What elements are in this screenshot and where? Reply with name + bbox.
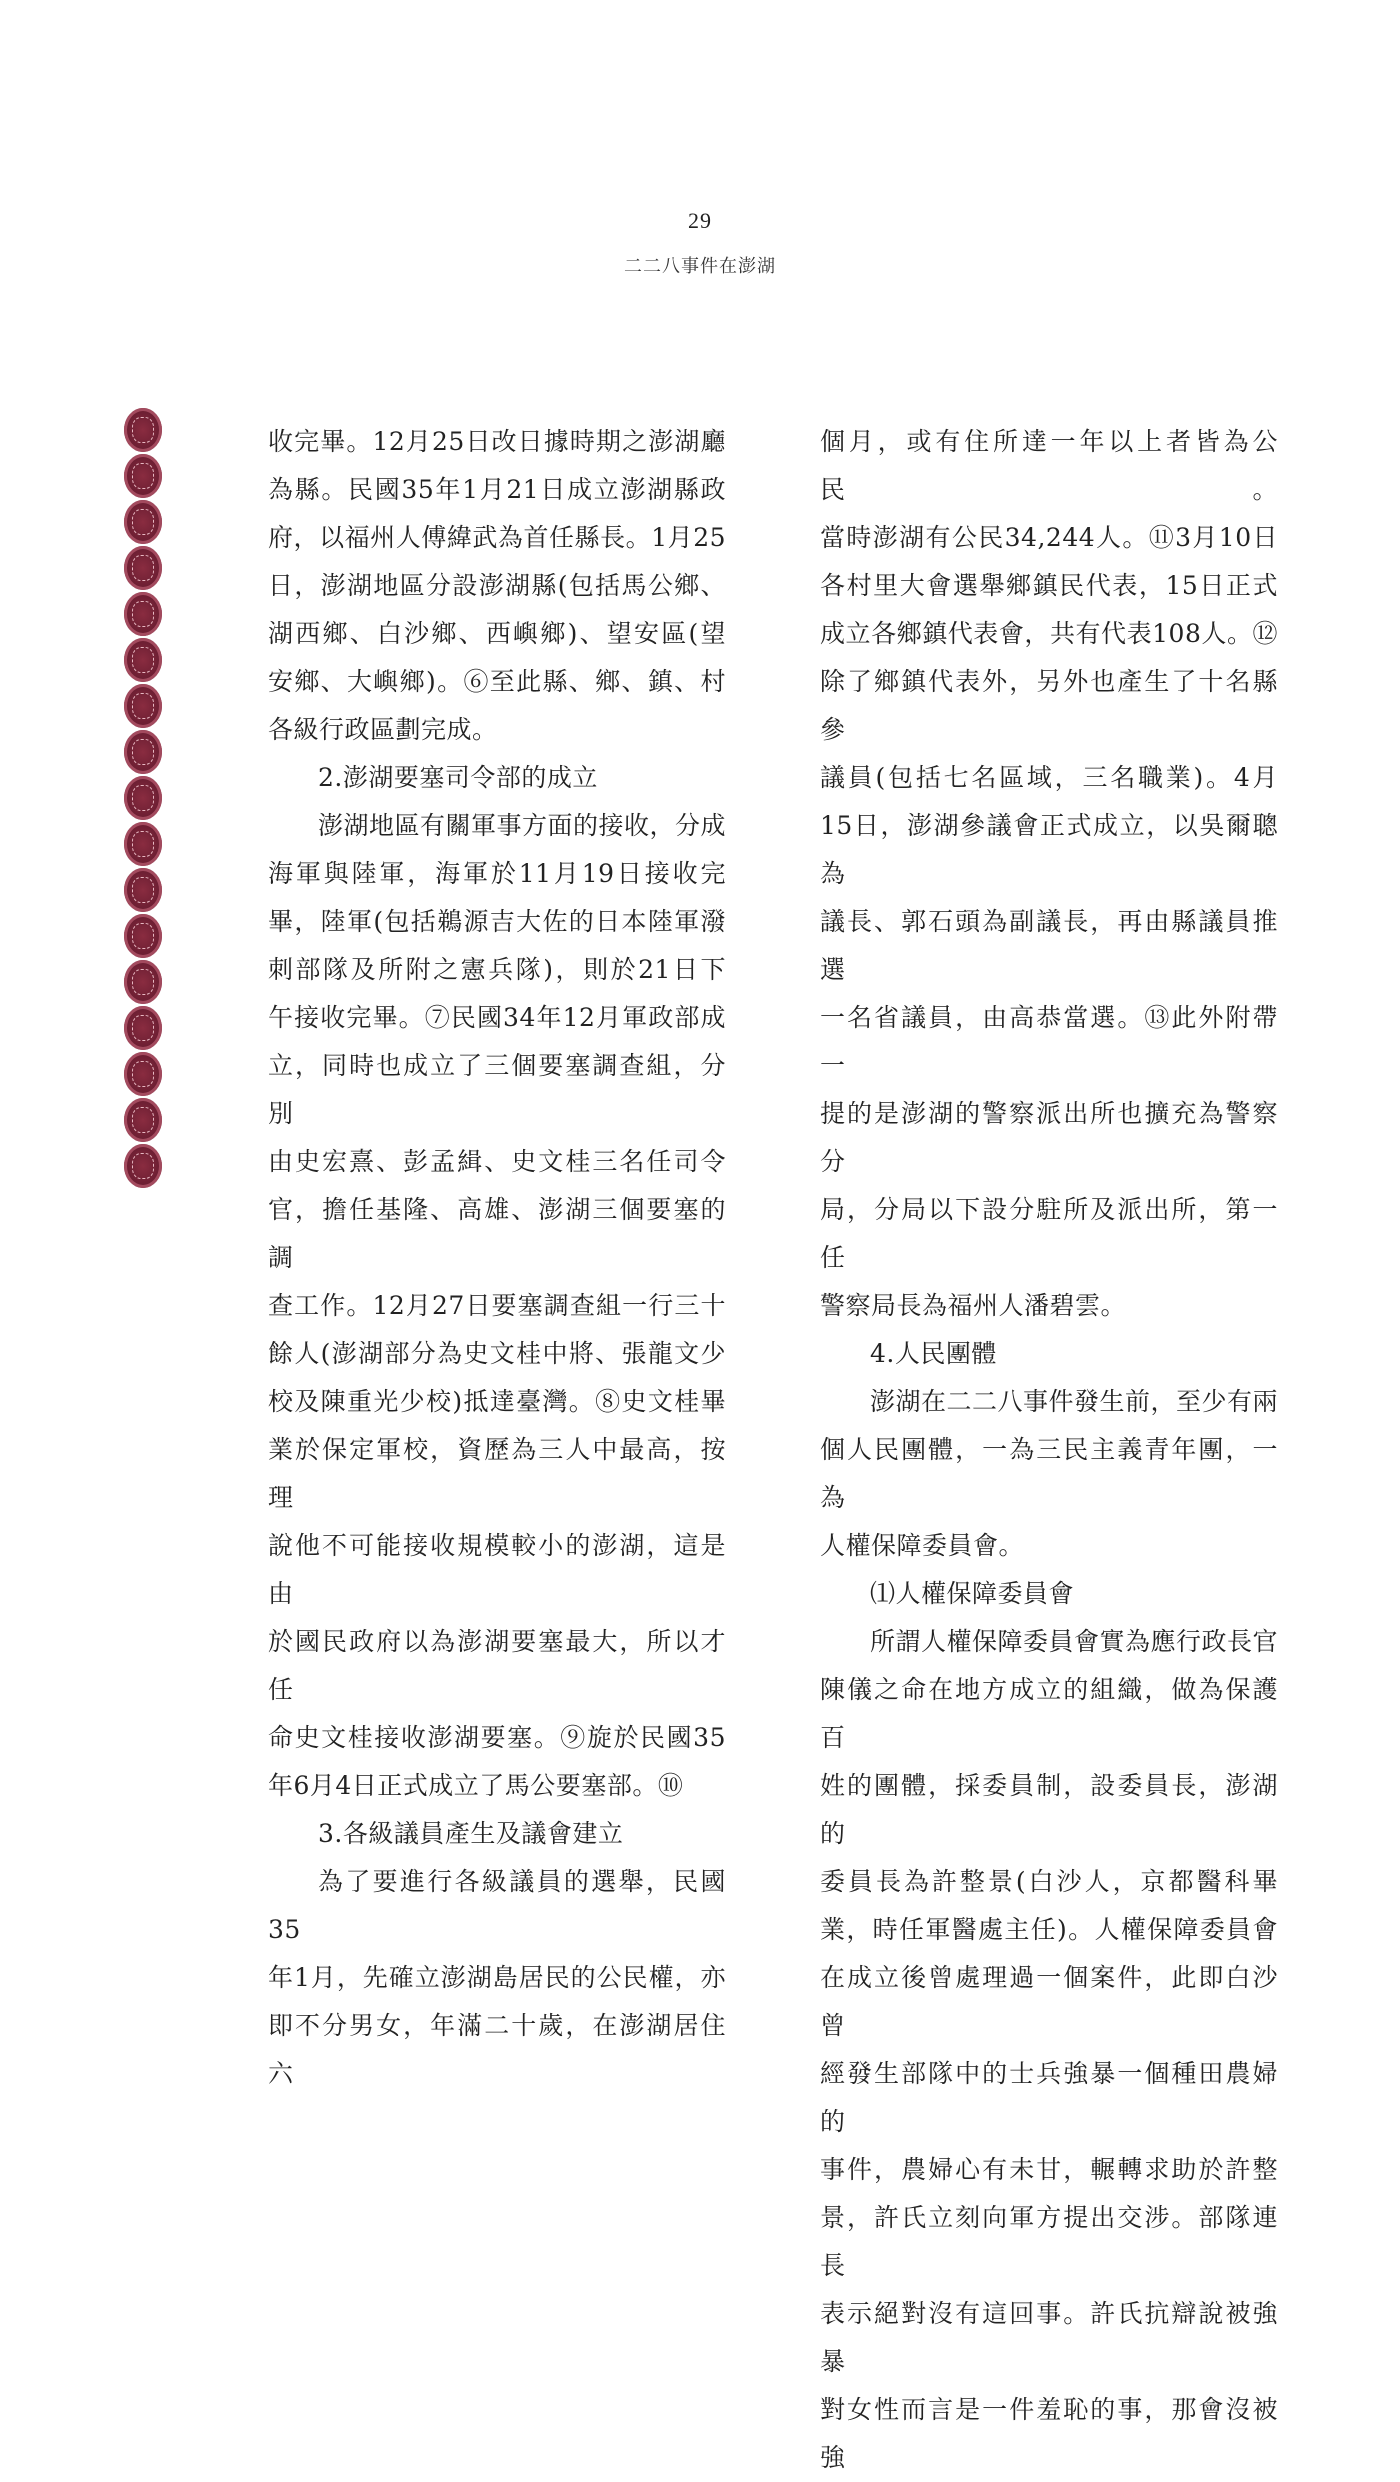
text-line: 各村里大會選舉鄉鎮民代表，15日正式 <box>820 571 1278 600</box>
seal-icon <box>124 546 162 590</box>
section-heading: 4.人民團體 <box>870 1339 997 1368</box>
text-line: 局，分局以下設分駐所及派出所，第一任 <box>820 1195 1278 1272</box>
seal-icon <box>124 730 162 774</box>
text-line: 說他不可能接收規模較小的澎湖，這是由 <box>268 1531 726 1608</box>
seal-icon <box>124 914 162 958</box>
seal-icon <box>124 638 162 682</box>
text-line: 刺部隊及所附之憲兵隊)，則於21日下 <box>268 955 726 984</box>
seal-icon <box>124 500 162 544</box>
text-line: 餘人(澎湖部分為史文桂中將、張龍文少 <box>268 1339 726 1368</box>
section-heading: ⑴人權保障委員會 <box>870 1579 1075 1608</box>
decorative-seal-strip <box>124 408 164 1190</box>
text-line: 所謂人權保障委員會實為應行政長官 <box>870 1627 1279 1656</box>
seal-icon <box>124 1052 162 1096</box>
seal-icon <box>124 684 162 728</box>
text-line: 15日，澎湖參議會正式成立，以吳爾聰為 <box>820 811 1278 888</box>
text-line: 個人民團體，一為三民主義青年團，一為 <box>820 1435 1278 1512</box>
text-line: 立，同時也成立了三個要塞調查組，分別 <box>268 1051 726 1128</box>
text-line: 澎湖在二二八事件發生前，至少有兩 <box>870 1387 1279 1416</box>
seal-icon <box>124 592 162 636</box>
seal-icon <box>124 822 162 866</box>
left-text-column <box>268 418 726 2098</box>
text-line: 官，擔任基隆、高雄、澎湖三個要塞的調 <box>268 1195 726 1272</box>
text-line: 業，時任軍醫處主任)。人權保障委員會 <box>820 1915 1278 1944</box>
seal-icon <box>124 1098 162 1142</box>
text-line: 業於保定軍校，資歷為三人中最高，按理 <box>268 1435 726 1512</box>
text-line: 為了要進行各級議員的選舉，民國35 <box>268 1867 726 1944</box>
text-line: 日，澎湖地區分設澎湖縣(包括馬公鄉、 <box>268 571 726 600</box>
text-line: 畢，陸軍(包括鵜源吉大佐的日本陸軍潑 <box>268 907 726 936</box>
text-line: 為縣。民國35年1月21日成立澎湖縣政 <box>268 475 726 504</box>
text-line: 校及陳重光少校)抵達臺灣。⑧史文桂畢 <box>268 1387 726 1416</box>
text-line: 委員長為許整景(白沙人，京都醫科畢 <box>820 1867 1278 1896</box>
text-line: 在成立後曾處理過一個案件，此即白沙曾 <box>820 1963 1278 2040</box>
page-number: 29 <box>688 208 712 233</box>
text-line: 年1月，先確立澎湖島居民的公民權，亦 <box>268 1963 726 1992</box>
text-line: 一名省議員，由高恭當選。⑬此外附帶一 <box>820 1003 1278 1080</box>
text-line: 午接收完畢。⑦民國34年12月軍政部成 <box>268 1003 726 1032</box>
text-line: 個月，或有住所達一年以上者皆為公民。 <box>820 427 1278 504</box>
section-heading: 2.澎湖要塞司令部的成立 <box>318 763 598 792</box>
text-line: 各級行政區劃完成。 <box>268 715 498 744</box>
text-line: 議員(包括七名區域，三名職業)。4月 <box>820 763 1278 792</box>
text-line: 表示絕對沒有這回事。許氏抗辯說被強暴 <box>820 2299 1278 2376</box>
text-line: 事件，農婦心有未甘，輾轉求助於許整 <box>820 2155 1278 2184</box>
seal-icon <box>124 776 162 820</box>
text-line: 對女性而言是一件羞恥的事，那會沒被強 <box>820 2395 1278 2472</box>
text-line: 除了鄉鎮代表外，另外也產生了十名縣參 <box>820 667 1278 744</box>
text-line: 姓的團體，採委員制，設委員長，澎湖的 <box>820 1771 1278 1848</box>
text-line: 安鄉、大嶼鄉)。⑥至此縣、鄉、鎮、村 <box>268 667 726 696</box>
text-line: 於國民政府以為澎湖要塞最大，所以才任 <box>268 1627 726 1704</box>
running-title: 二二八事件在澎湖 <box>624 256 776 277</box>
text-line: 成立各鄉鎮代表會，共有代表108人。⑫ <box>820 619 1278 648</box>
text-line: 即不分男女，年滿二十歲，在澎湖居住六 <box>268 2011 726 2088</box>
text-line: 景，許氏立刻向軍方提出交涉。部隊連長 <box>820 2203 1278 2280</box>
text-line: 命史文桂接收澎湖要塞。⑨旋於民國35 <box>268 1723 726 1752</box>
seal-icon <box>124 454 162 498</box>
text-line: 人權保障委員會。 <box>820 1531 1025 1560</box>
text-line: 提的是澎湖的警察派出所也擴充為警察分 <box>820 1099 1278 1176</box>
text-line: 海軍與陸軍，海軍於11月19日接收完 <box>268 859 726 888</box>
text-line: 當時澎湖有公民34,244人。⑪3月10日 <box>820 523 1278 552</box>
seal-icon <box>124 1144 162 1188</box>
seal-icon <box>124 1006 162 1050</box>
section-heading: 3.各級議員產生及議會建立 <box>318 1819 624 1848</box>
seal-icon <box>124 408 162 452</box>
text-line: 警察局長為福州人潘碧雲。 <box>820 1291 1127 1320</box>
text-line: 澎湖地區有關軍事方面的接收，分成 <box>318 811 727 840</box>
text-line: 由史宏熹、彭孟緝、史文桂三名任司令 <box>268 1147 726 1176</box>
text-line: 府，以福州人傅緯武為首任縣長。1月25 <box>268 523 726 552</box>
text-line: 議長、郭石頭為副議長，再由縣議員推選 <box>820 907 1278 984</box>
text-line: 陳儀之命在地方成立的組織，做為保護百 <box>820 1675 1278 1752</box>
text-line: 查工作。12月27日要塞調查組一行三十 <box>268 1291 726 1320</box>
text-line: 收完畢。12月25日改日據時期之澎湖廳 <box>268 427 726 456</box>
text-line: 經發生部隊中的士兵強暴一個種田農婦的 <box>820 2059 1278 2136</box>
text-line: 年6月4日正式成立了馬公要塞部。⑩ <box>268 1771 684 1800</box>
seal-icon <box>124 868 162 912</box>
seal-icon <box>124 960 162 1004</box>
right-text-column <box>820 418 1278 2482</box>
text-line: 湖西鄉、白沙鄉、西嶼鄉)、望安區(望 <box>268 619 726 648</box>
